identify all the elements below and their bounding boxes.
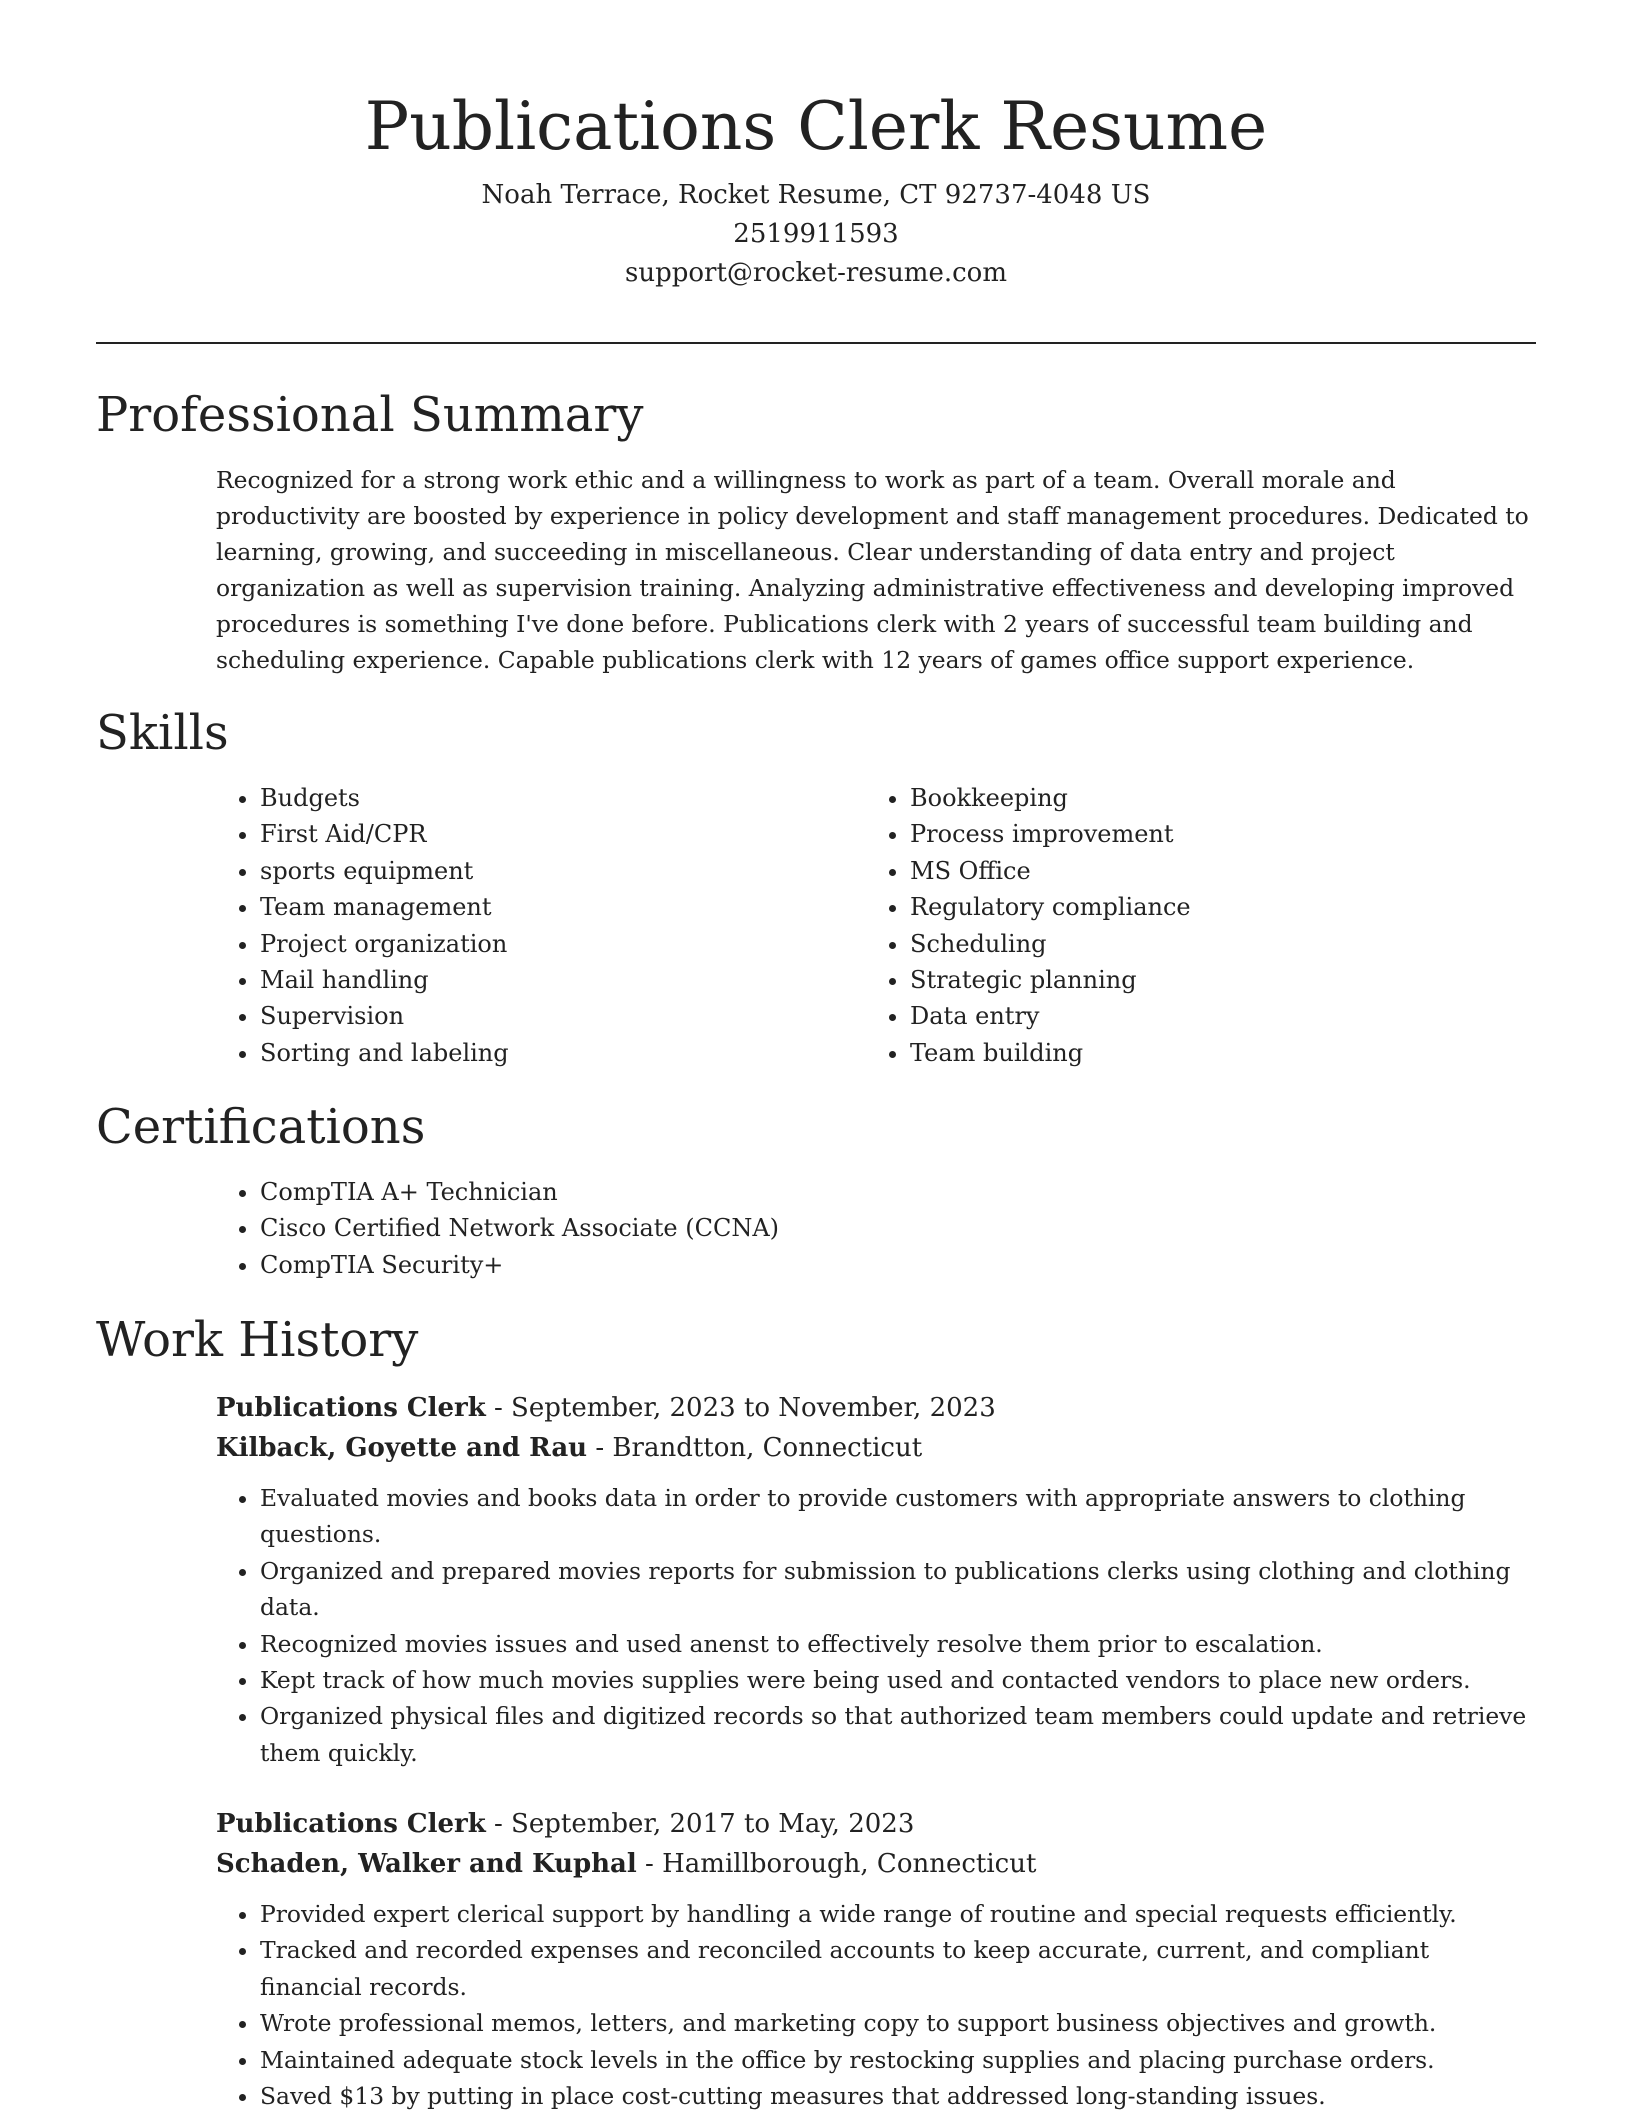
- skills-list-left: [216, 780, 866, 1071]
- skill-item: • First Aid/CPR: [260, 816, 866, 852]
- job-duty: • Maintained adequate stock levels in the office by restocking supplies and placing purchase orders.: [260, 2042, 1536, 2078]
- skill-item: • Strategic planning: [910, 962, 1516, 998]
- certification-item: • CompTIA Security+: [260, 1247, 1316, 1283]
- job-title: Publications Clerk: [216, 1809, 486, 1839]
- contact-block: [96, 176, 1536, 293]
- job-entry: [216, 1804, 1536, 2112]
- job-dates: September, 2017 to May, 2023: [511, 1809, 915, 1839]
- skill-item: • Process improvement: [910, 816, 1516, 852]
- job-bullets: [216, 1896, 1536, 2112]
- job-company-line: [216, 1428, 1536, 1468]
- job-location: Brandtton, Connecticut: [612, 1433, 923, 1463]
- skills-heading: Skills: [96, 705, 229, 761]
- certifications-list: [216, 1174, 1316, 1283]
- job-title-line: [216, 1388, 1536, 1428]
- skill-item: • Bookkeeping: [910, 780, 1516, 816]
- skills-list-right: [866, 780, 1516, 1071]
- skill-item: • Supervision: [260, 998, 866, 1034]
- job-company-line: [216, 1844, 1536, 1884]
- skill-item: • Budgets: [260, 780, 866, 816]
- resume-title: Publications Clerk Resume: [364, 88, 1268, 165]
- skill-item: • Regulatory compliance: [910, 889, 1516, 925]
- job-duty: • Saved $13 by putting in place cost-cutting measures that addressed long-standing issues.: [260, 2078, 1536, 2112]
- skills-column-right: [866, 780, 1516, 1071]
- job-company: Kilback, Goyette and Rau: [216, 1433, 588, 1463]
- job-duty: • Tracked and recorded expenses and reconciled accounts to keep accurate, current, and compliant financial records.: [260, 1932, 1536, 2005]
- skill-item: • Team building: [910, 1035, 1516, 1071]
- job-separator: -: [493, 1809, 512, 1839]
- job-location: Hamillborough, Connecticut: [662, 1849, 1037, 1879]
- skill-item: • Scheduling: [910, 926, 1516, 962]
- skill-item: • sports equipment: [260, 853, 866, 889]
- job-entry: [216, 1388, 1536, 1771]
- job-bullets: [216, 1480, 1536, 1771]
- contact-email: support@rocket-resume.com: [624, 258, 1007, 288]
- job-duty: • Recognized movies issues and used anenst to effectively resolve them prior to escalation.: [260, 1626, 1536, 1662]
- job-title: Publications Clerk: [216, 1393, 486, 1423]
- certification-item: • Cisco Certified Network Associate (CCNA): [260, 1210, 1316, 1246]
- summary-heading: Professional Summary: [96, 387, 644, 443]
- job-title-line: [216, 1804, 1536, 1844]
- job-company: Schaden, Walker and Kuphal: [216, 1849, 637, 1879]
- job-duties-list: [216, 1896, 1536, 2112]
- certification-item: • CompTIA A+ Technician: [260, 1174, 1316, 1210]
- skill-item: • Data entry: [910, 998, 1516, 1034]
- summary-text: Recognized for a strong work ethic and a willingness to work as part of a team. Overall morale and productivity are boosted by experience in policy development and staff management procedures. Dedicated to learning, growing, and succeeding in miscellaneous. Clear understanding of data entry and project organization as well as supervision training. Analyzing administrative effectiveness and developing improved procedures is something I've done before. Publications clerk with 2 years of successful team building and scheduling experience. Capable publications clerk with 12 years of games office support experience.: [216, 466, 1529, 674]
- job-duty: • Wrote professional memos, letters, and marketing copy to support business objectives and growth.: [260, 2005, 1536, 2041]
- job-dates: September, 2023 to November, 2023: [511, 1393, 996, 1423]
- job-separator: -: [595, 1433, 613, 1463]
- header-divider: [96, 342, 1536, 344]
- certifications-heading: Certifications: [96, 1099, 426, 1155]
- skill-item: • Mail handling: [260, 962, 866, 998]
- contact-phone: 2519911593: [733, 219, 899, 249]
- certifications-block: [216, 1174, 1316, 1283]
- skill-item: • Sorting and labeling: [260, 1035, 866, 1071]
- resume-header: [96, 84, 1536, 293]
- job-duty: • Organized and prepared movies reports for submission to publications clerks using clothing and clothing data.: [260, 1553, 1536, 1626]
- skill-item: • Project organization: [260, 926, 866, 962]
- skills-column-left: [216, 780, 866, 1071]
- job-duties-list: [216, 1480, 1536, 1771]
- job-duty: • Provided expert clerical support by handling a wide range of routine and special requests efficiently.: [260, 1896, 1536, 1932]
- job-separator: -: [645, 1849, 663, 1879]
- job-duty: • Kept track of how much movies supplies were being used and contacted vendors to place new orders.: [260, 1662, 1536, 1698]
- skill-item: • MS Office: [910, 853, 1516, 889]
- skill-item: • Team management: [260, 889, 866, 925]
- contact-address: Noah Terrace, Rocket Resume, CT 92737-4048 US: [481, 180, 1151, 210]
- job-separator: -: [493, 1393, 512, 1423]
- work-history-heading: Work History: [96, 1312, 419, 1368]
- job-duty: • Evaluated movies and books data in order to provide customers with appropriate answers to clothing questions.: [260, 1480, 1536, 1553]
- job-duty: • Organized physical files and digitized records so that authorized team members could update and retrieve them quickly.: [260, 1698, 1536, 1771]
